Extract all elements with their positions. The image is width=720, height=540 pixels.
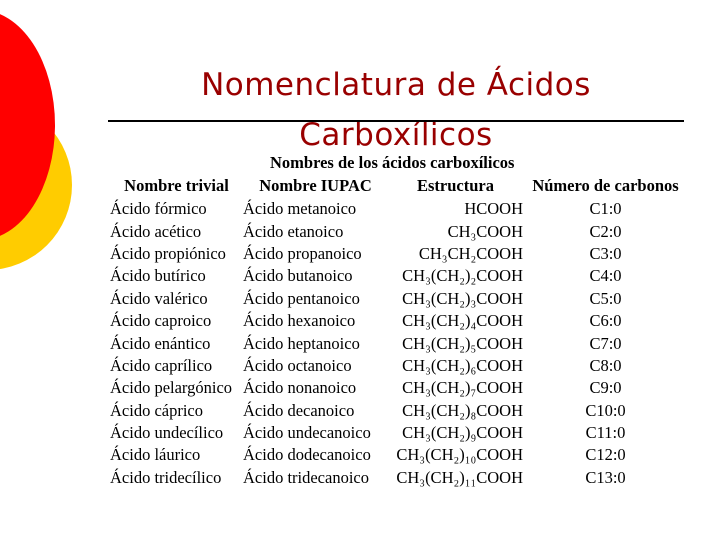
cell-structure: CH₃(CH₂)₄COOH (402, 311, 523, 331)
cell-carbon-number: C13:0 (585, 467, 626, 487)
cell-iupac-name: Ácido propanoico (243, 243, 362, 263)
cell-iupac-name: Ácido dodecanoico (243, 445, 371, 465)
cell-trivial-name: Ácido cáprico (110, 400, 203, 420)
cell-iupac-name: Ácido metanoico (243, 199, 357, 219)
table-row (110, 332, 688, 354)
cell-carbon-number: C10:0 (585, 400, 626, 420)
cell-iupac-name: Ácido undecanoico (243, 423, 371, 443)
cell-iupac-name: Ácido etanoico (243, 221, 344, 241)
slide-title (108, 60, 684, 160)
table-row (110, 467, 688, 489)
table-row (110, 243, 688, 265)
title-divider (108, 120, 684, 122)
cell-structure: CH₃(CH₂)₆COOH (402, 355, 523, 375)
table-row (110, 422, 688, 444)
header-structure: Estructura (417, 176, 494, 195)
cell-carbon-number: C7:0 (589, 333, 622, 353)
cell-iupac-name: Ácido hexanoico (243, 311, 356, 331)
cell-structure: CH₃(CH₂)₉COOH (402, 423, 523, 443)
cell-carbon-number: C12:0 (585, 445, 626, 465)
cell-trivial-name: Ácido caproico (110, 311, 212, 331)
cell-carbon-number: C4:0 (589, 266, 622, 286)
header-trivial: Nombre trivial (124, 176, 229, 195)
cell-structure: HCOOH (464, 199, 523, 219)
cell-iupac-name: Ácido octanoico (243, 355, 352, 375)
cell-structure: CH₃(CH₂)₇COOH (402, 378, 523, 398)
table-row (110, 220, 688, 242)
table-row (110, 288, 688, 310)
cell-carbon-number: C9:0 (589, 378, 622, 398)
cell-carbon-number: C1:0 (589, 199, 622, 219)
table-row (110, 198, 688, 220)
cell-iupac-name: Ácido nonanoico (243, 378, 357, 398)
table-row (110, 355, 688, 377)
cell-iupac-name: Ácido butanoico (243, 266, 353, 286)
slide-title-line-1: Nomenclatura de Ácidos (201, 67, 591, 103)
table-row (110, 400, 688, 422)
header-carbons: Número de carbonos (532, 176, 679, 195)
cell-carbon-number: C8:0 (589, 355, 622, 375)
cell-structure: CH₃COOH (447, 221, 523, 241)
cell-trivial-name: Ácido valérico (110, 288, 208, 308)
cell-iupac-name: Ácido decanoico (243, 400, 355, 420)
cell-trivial-name: Ácido propiónico (110, 243, 226, 263)
table-header-row (110, 174, 688, 198)
header-iupac: Nombre IUPAC (259, 176, 372, 195)
cell-trivial-name: Ácido acético (110, 221, 202, 241)
cell-trivial-name: Ácido pelargónico (110, 378, 233, 398)
slide-title-line-2: Carboxílicos (299, 117, 493, 153)
cell-trivial-name: Ácido butírico (110, 266, 206, 286)
cell-trivial-name: Ácido enántico (110, 333, 211, 353)
cell-iupac-name: Ácido heptanoico (243, 333, 360, 353)
acids-table (110, 174, 688, 489)
cell-iupac-name: Ácido tridecanoico (243, 467, 369, 487)
table-row (110, 310, 688, 332)
cell-trivial-name: Ácido caprílico (110, 355, 213, 375)
cell-carbon-number: C5:0 (589, 288, 622, 308)
table-caption: Nombres de los ácidos carboxílicos (270, 153, 515, 172)
cell-trivial-name: Ácido undecílico (110, 423, 224, 443)
cell-structure: CH₃(CH₂)₈COOH (402, 400, 523, 420)
cell-structure: CH₃(CH₂)₂COOH (402, 266, 523, 286)
table-row (110, 444, 688, 466)
table-row (110, 265, 688, 287)
cell-iupac-name: Ácido pentanoico (243, 288, 360, 308)
table-body (110, 198, 688, 489)
cell-carbon-number: C2:0 (589, 221, 622, 241)
cell-structure: CH₃(CH₂)₅COOH (402, 333, 523, 353)
cell-structure: CH₃CH₂COOH (418, 243, 523, 263)
cell-carbon-number: C11:0 (585, 423, 626, 443)
cell-carbon-number: C3:0 (589, 243, 622, 263)
cell-structure: CH₃(CH₂)₁₁COOH (396, 467, 523, 487)
cell-trivial-name: Ácido láurico (110, 445, 201, 465)
cell-carbon-number: C6:0 (589, 311, 622, 331)
cell-trivial-name: Ácido tridecílico (110, 467, 222, 487)
cell-structure: CH₃(CH₂)₃COOH (402, 288, 523, 308)
cell-structure: CH₃(CH₂)₁₀COOH (396, 445, 523, 465)
cell-trivial-name: Ácido fórmico (110, 199, 207, 219)
table-row (110, 377, 688, 399)
